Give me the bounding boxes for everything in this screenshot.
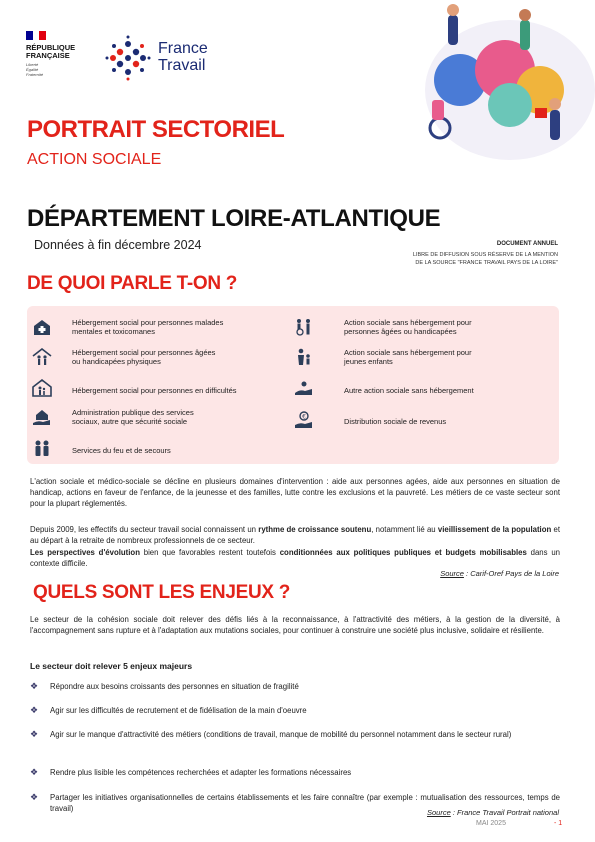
diffusion-line-2: DE LA SOURCE "FRANCE TRAVAIL PAYS DE LA LOIRE" xyxy=(415,260,558,266)
text-run: , notamment lié au xyxy=(371,525,438,534)
domain-label: ou handicapées physiques xyxy=(72,357,161,366)
helping-hand-icon xyxy=(294,380,314,398)
republique-flag-icon xyxy=(26,31,46,40)
domain-item xyxy=(294,348,472,366)
hand-house-icon xyxy=(32,408,52,426)
source-note xyxy=(440,569,559,578)
domain-item xyxy=(32,318,223,336)
domain-label: Action sociale sans hébergement pour xyxy=(344,318,472,327)
domain-label: Hébergement social pour personnes âgées xyxy=(72,348,216,357)
domain-label: Administration publique des services xyxy=(72,408,194,417)
section-title-quoi: DE QUOI PARLE T-ON ? xyxy=(27,273,238,294)
domain-item xyxy=(32,408,194,426)
family-house-icon xyxy=(32,379,52,397)
diamond-bullet-icon: ❖ xyxy=(30,681,39,691)
text-bold: rythme de croissance soutenu xyxy=(258,525,372,534)
page-number: - 1 xyxy=(554,820,563,827)
medical-cross-icon xyxy=(32,318,52,336)
department-title: DÉPARTEMENT LOIRE-ATLANTIQUE xyxy=(27,205,441,232)
enjeu-item xyxy=(30,767,560,778)
elderly-house-icon xyxy=(32,348,52,366)
domain-item xyxy=(32,379,237,397)
rf-motto-3: Fraternité xyxy=(26,72,44,77)
diffusion-notice xyxy=(338,251,558,267)
people-puzzle-illustration xyxy=(400,0,595,160)
domain-label: mentales et toxicomanes xyxy=(72,327,155,336)
text-bold: vieillissement de la population xyxy=(437,525,552,534)
document-annuel-label: DOCUMENT ANNUEL xyxy=(496,241,558,247)
enjeu-item xyxy=(30,705,560,716)
rf-line-2: FRANÇAISE xyxy=(26,51,70,60)
enjeux-subtitle: Le secteur doit relever 5 enjeux majeurs xyxy=(30,661,193,671)
money-hand-icon xyxy=(294,411,314,429)
footer-date: MAI 2025 xyxy=(476,820,506,827)
enjeux-intro-paragraph: Le secteur de la cohésion sociale doit relever des défis liés à la reconnaissance, à l'attractivité des métiers, à la gestion de la diversité, à l'accompagnement sans rupture et à l'adaptation aux mutations sociales, pour continuer à construire une société plus inclusive, solidaire et résiliente. xyxy=(30,615,560,635)
rf-motto-1: Liberté xyxy=(26,62,39,67)
rf-line-1: RÉPUBLIQUE xyxy=(26,43,76,52)
republique-francaise-logo-text xyxy=(26,44,75,60)
growth-paragraph xyxy=(30,524,560,546)
diamond-bullet-icon: ❖ xyxy=(30,792,39,802)
enjeu-item xyxy=(30,729,560,740)
intro-paragraph: L'action sociale et médico-sociale se décline en plusieurs domaines d'intervention : aide aux personnes agées, aide aux personnes en situation de handicap, actions en faveur de l'enfance, de la jeunesse et des familles, lutte contre les exclusions et la pauvreté. Les métiers de ce vaste secteur sont pour la plupart réglementés. xyxy=(30,477,560,508)
ft-line-2: Travail xyxy=(158,57,206,74)
ft-line-1: France xyxy=(158,40,208,57)
page-subtitle: ACTION SOCIALE xyxy=(27,151,162,168)
source-text: : Carif-Oref Pays de la Loire xyxy=(463,569,559,578)
wheelchair-people-icon xyxy=(294,318,314,336)
text-run: bien que favorables restent toutefois xyxy=(139,548,280,557)
domain-label: sociaux, autre que sécurité sociale xyxy=(72,417,188,426)
domain-item xyxy=(294,411,446,429)
domain-label: jeunes enfants xyxy=(344,357,393,366)
diamond-bullet-icon: ❖ xyxy=(30,729,39,739)
domain-item xyxy=(32,439,171,457)
rf-motto xyxy=(26,62,43,77)
domain-label: Hébergement social pour personnes malades xyxy=(72,318,224,327)
enjeu-text: Rendre plus lisible les compétences recherchées et adapter les formations nécessaires xyxy=(50,768,352,777)
source-text: : France Travail Portrait national xyxy=(450,808,559,817)
rescue-people-icon xyxy=(32,439,52,457)
source-note-2 xyxy=(427,808,559,817)
enjeu-text: Agir sur les difficultés de recrutement et de fidélisation de la main d'oeuvre xyxy=(50,706,307,715)
enjeu-text: Partager les initiatives organisationnelles de certains établissements et les faire connaître (par exemple : mutualisation des ressources, temps de travail) xyxy=(50,793,560,813)
page-title: PORTRAIT SECTORIEL xyxy=(27,116,285,143)
parent-child-icon xyxy=(294,348,314,366)
france-travail-logo-icon xyxy=(104,34,152,82)
domain-label: personnes âgées ou handicapées xyxy=(344,327,457,336)
rf-motto-2: Égalité xyxy=(26,67,39,72)
text-run: dans un contexte difficile. xyxy=(30,548,560,568)
enjeu-text: Agir sur le manque d'attractivité des métiers (conditions de travail, manque de mobilité du personnel notamment dans le secteur rural) xyxy=(50,730,512,739)
text-run: et au départ à la retraite de nombreux professionnels de ce secteur. xyxy=(30,525,561,545)
source-label: Source xyxy=(440,569,464,578)
domain-item xyxy=(32,348,215,366)
source-label: Source xyxy=(426,808,451,817)
text-run: Depuis 2009, les effectifs du secteur travail social connaissent un xyxy=(30,525,259,534)
text-bold: Les perspectives d'évolution xyxy=(30,548,140,557)
diamond-bullet-icon: ❖ xyxy=(30,767,39,777)
section-title-enjeux: QUELS SONT LES ENJEUX ? xyxy=(33,582,291,603)
enjeu-item xyxy=(30,681,560,692)
enjeu-text: Répondre aux besoins croissants des personnes en situation de fragilité xyxy=(50,682,299,691)
france-travail-logo-text xyxy=(158,40,208,74)
diffusion-line-1: LIBRE DE DIFFUSION SOUS RÉSERVE DE LA MENTION xyxy=(412,252,558,258)
domain-item xyxy=(294,318,472,336)
date-note: Données à fin décembre 2024 xyxy=(34,238,202,252)
svg-text:€: € xyxy=(302,413,306,421)
domain-label: Autre action sociale sans hébergement xyxy=(344,385,474,395)
perspectives-paragraph xyxy=(30,547,560,569)
domain-item xyxy=(294,380,474,398)
text-bold: conditionnées aux politiques publiques et budgets mobilisables xyxy=(279,548,527,557)
domain-label: Services du feu et de secours xyxy=(72,445,171,455)
domain-label: Distribution sociale de revenus xyxy=(344,416,447,426)
domain-label: Action sociale sans hébergement pour xyxy=(344,348,472,357)
diamond-bullet-icon: ❖ xyxy=(30,705,39,715)
domain-label: Hébergement social pour personnes en difficultés xyxy=(72,385,237,395)
